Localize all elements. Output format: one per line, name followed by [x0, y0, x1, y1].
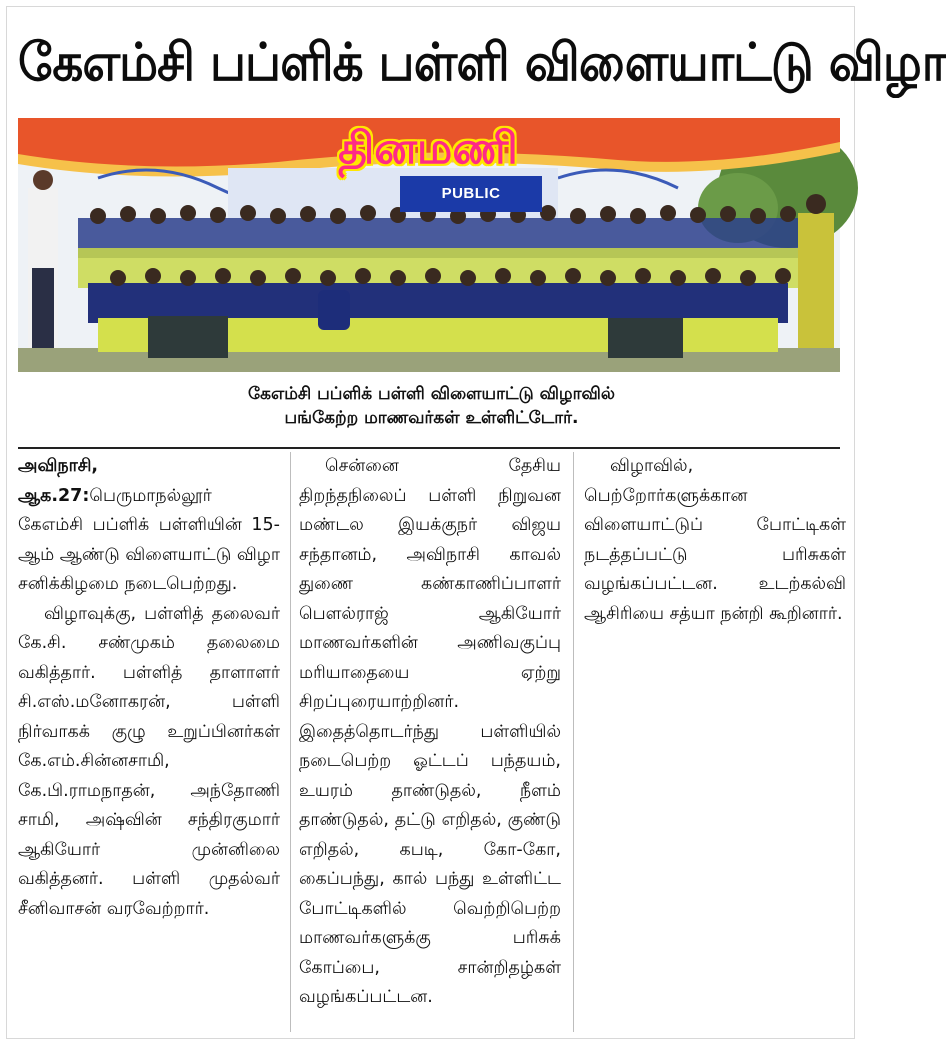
paragraph-text: பெருமாநல்லூர் கேஎம்சி பப்ளிக் பள்ளியின் 15-ஆம் ஆண்டு விளையாட்டு விழா சனிக்கிழமை நடைபெற்றது.: [18, 485, 281, 594]
headline: கேஎம்சி பப்ளிக் பள்ளி விளையாட்டு விழா: [18, 33, 946, 93]
article-paragraph: [299, 452, 561, 1013]
article-column-2: [299, 452, 561, 1037]
article-paragraph: [18, 600, 280, 925]
article-paragraph: [18, 452, 280, 600]
dateline: அவிநாசி, ஆக.27:: [18, 456, 99, 506]
photo-caption: [0, 382, 863, 430]
backdrop-sign: PUBLIC: [400, 176, 542, 212]
caption-line-1: கேஎம்சி பப்ளிக் பள்ளி விளையாட்டு விழாவில்: [248, 384, 615, 404]
newspaper-masthead: தினமணி: [338, 123, 518, 174]
paragraph-text: விழாவுக்கு, பள்ளித் தலைவர் கே.சி. சண்முகம் தலைமை வகித்தார். பள்ளித் தாளாளர் சி.எஸ்.மனோகரன், பள்ளி நிர்வாகக் குழு உறுப்பினர்கள் கே.எம்.சின்னசாமி, கே.பி.ராமநாதன், அந்தோணி சாமி, அஷ்வின் சந்திரகுமார் ஆகியோர் முன்னிலை வகித்தனர். பள்ளி முதல்வர் சீனிவாசன் வரவேற்றார்.: [18, 603, 280, 919]
column-separator: [573, 452, 574, 1032]
caption-divider: [18, 447, 840, 449]
caption-line-2: பங்கேற்ற மாணவர்கள் உள்ளிட்டோர்.: [284, 408, 579, 428]
paragraph-text: விழாவில், பெற்றோர்களுக்கான விளையாட்டுப் போட்டிகள் நடத்தப்பட்டு பரிசுகள் வழங்கப்பட்டன. உடற்கல்வி ஆசிரியை சத்யா நன்றி கூறினார்.: [584, 456, 846, 624]
school-logo-badge: [318, 290, 350, 330]
paragraph-text: சென்னை தேசிய திறந்தநிலைப் பள்ளி நிறுவன மண்டல இயக்குநர் விஜய சந்தானம், அவிநாசி காவல் துணை கண்காணிப்பாளர் பௌல்ராஜ் ஆகியோர் மாணவர்களின் அணிவகுப்பு மரியாதையை ஏற்று சிறப்புரையாற்றினர். இதைத்தொடர்ந்து பள்ளியில் நடைபெற்ற ஓட்டப் பந்தயம், உயரம் தாண்டுதல், நீளம் தாண்டுதல், தட்டு எறிதல், குண்டு எறிதல், கபடி, கோ-கோ, கைப்பந்து, கால் பந்து உள்ளிட்ட போட்டிகளில் வெற்றிபெற்ற மாணவர்களுக்கு பரிசுக் கோப்பை, சான்றிதழ்கள் வழங்கப்பட்டன.: [299, 456, 561, 1007]
article-paragraph: [584, 452, 846, 629]
article-column-1: [18, 452, 280, 1037]
article-column-3: [584, 452, 846, 1037]
column-separator: [290, 452, 291, 1032]
